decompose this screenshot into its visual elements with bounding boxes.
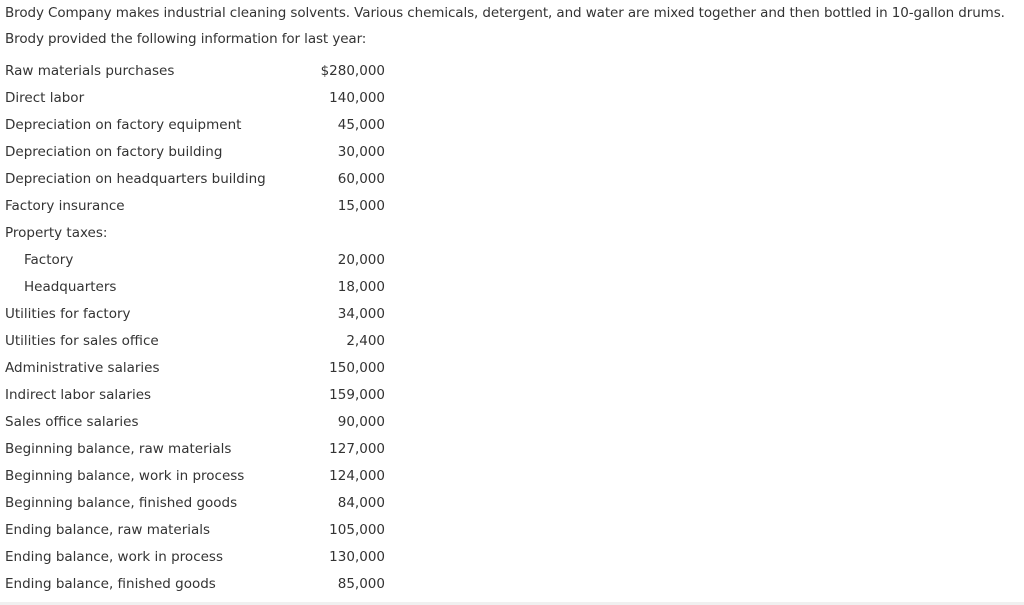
table-row [5,247,405,274]
intro-line-2: Brody provided the following information for last year: [5,31,367,47]
table-row [5,517,405,544]
row-label: Utilities for sales office [5,333,159,349]
row-label: Ending balance, finished goods [5,576,216,592]
row-value: 34,000 [337,306,385,322]
table-row [5,463,405,490]
problem-intro [5,0,1020,52]
table-row [5,112,405,139]
table-row [5,193,405,220]
row-label: Depreciation on headquarters building [5,171,266,187]
table-row-section-header [5,220,405,247]
table-row [5,571,405,598]
row-value: 45,000 [337,117,385,133]
cost-data-table [5,58,405,598]
row-label: Ending balance, work in process [5,549,223,565]
table-row [5,490,405,517]
row-value: $280,000 [320,63,385,79]
table-row [5,85,405,112]
row-value: 15,000 [337,198,385,214]
row-label: Direct labor [5,90,85,106]
row-value: 85,000 [337,576,385,592]
row-label: Factory insurance [5,198,125,214]
row-label: Beginning balance, raw materials [5,441,232,457]
row-label: Indirect labor salaries [5,387,152,403]
row-value: 90,000 [337,414,385,430]
row-value: 105,000 [329,522,385,538]
table-row [5,328,405,355]
row-value: 18,000 [337,279,385,295]
row-value: 60,000 [337,171,385,187]
row-label: Headquarters [24,279,117,295]
row-value: 130,000 [329,549,385,565]
table-row [5,382,405,409]
row-value: 127,000 [329,441,385,457]
table-row [5,409,405,436]
row-label: Raw materials purchases [5,63,175,79]
table-row [5,139,405,166]
row-label: Depreciation on factory building [5,144,223,160]
row-value: 159,000 [329,387,385,403]
row-value: 2,400 [346,333,385,349]
row-value: 124,000 [329,468,385,484]
table-row [5,58,405,85]
row-label: Administrative salaries [5,360,160,376]
intro-line-1: Brody Company makes industrial cleaning solvents. Various chemicals, detergent, and water are mixed together and then bottled in 10-gallon drums. [5,5,1005,21]
row-value: 30,000 [337,144,385,160]
table-row [5,166,405,193]
row-label: Utilities for factory [5,306,131,322]
table-row [5,301,405,328]
row-label: Beginning balance, finished goods [5,495,238,511]
row-value: 84,000 [337,495,385,511]
table-row [5,274,405,301]
table-row [5,355,405,382]
row-value: 140,000 [329,90,385,106]
row-label: Ending balance, raw materials [5,522,211,538]
row-label: Depreciation on factory equipment [5,117,242,133]
table-row [5,544,405,571]
row-value: 20,000 [337,252,385,268]
row-value: 150,000 [329,360,385,376]
table-row [5,436,405,463]
row-label: Property taxes: [5,225,108,241]
row-label: Sales office salaries [5,414,139,430]
row-label: Factory [24,252,74,268]
row-label: Beginning balance, work in process [5,468,245,484]
